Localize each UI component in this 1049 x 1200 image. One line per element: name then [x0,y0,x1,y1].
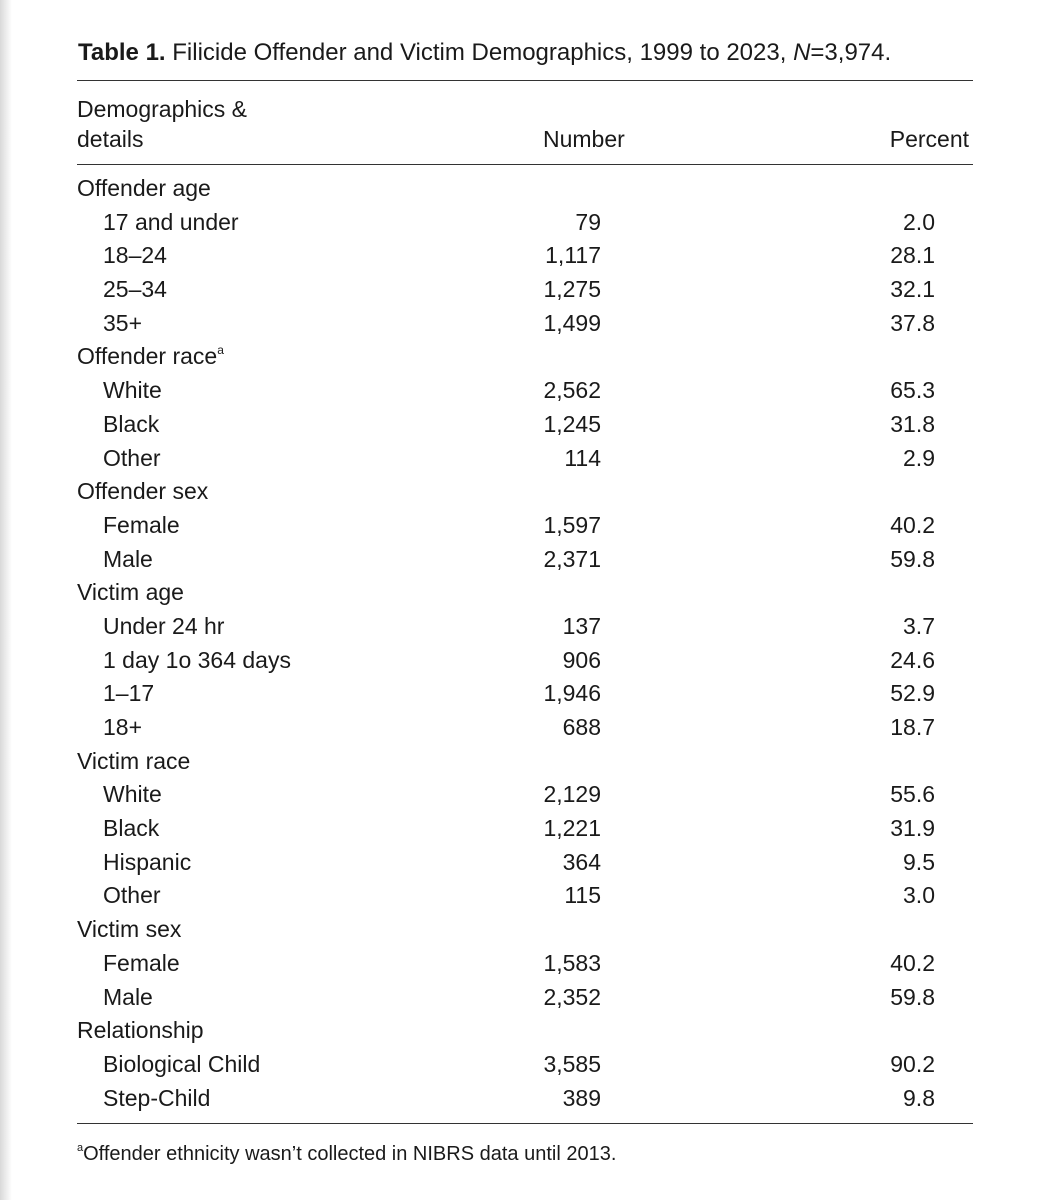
row-label-text: Victim race [77,747,191,774]
row-label-text: Offender race [77,343,218,370]
table-header-rule [77,164,973,165]
row-label-text: Under 24 hr [103,612,225,639]
percent-cell: 59.8 [890,983,935,1010]
table-row [77,543,973,577]
number-cell: 3,585 [543,1050,601,1077]
row-label [103,374,162,408]
group-label [77,172,211,206]
row-label-text: Victim sex [77,916,182,943]
table-row [77,947,973,981]
table-row [77,206,973,240]
table-row [77,610,973,644]
table-row [77,273,973,307]
table-footnote [77,1141,616,1167]
group-label [77,745,190,779]
row-label [103,778,162,812]
row-label-text: Offender age [77,175,211,201]
row-label [103,543,153,577]
row-label [103,644,291,678]
table-group-row [77,1014,973,1048]
table-body [77,172,973,1115]
number-cell: 1,499 [543,309,601,336]
table-group-row [77,340,973,374]
table-row [77,509,973,543]
row-label [103,947,180,981]
number-cell: 2,371 [543,545,601,572]
row-label-text: 18+ [103,714,143,740]
percent-cell: 31.9 [890,815,935,842]
table-group-row [77,475,973,509]
row-label-text: Relationship [77,1017,204,1044]
row-label-text: Victim age [77,579,184,606]
row-label-text: Biological Child [103,1050,261,1077]
table-group-row [77,745,973,779]
table-group-row [77,576,973,610]
row-label-text: White [103,781,162,808]
number-cell: 1,221 [543,815,601,842]
percent-cell: 90.2 [890,1050,935,1077]
row-label-text: Black [103,410,160,437]
row-label-text: 17 and under [103,208,239,235]
header-number: Number [543,126,625,152]
table-row [77,1082,973,1116]
percent-cell: 59.8 [890,545,935,572]
percent-cell: 9.5 [903,848,935,875]
row-label-text: Female [103,949,180,976]
row-label-text: Hispanic [103,848,192,875]
number-cell: 688 [562,714,601,740]
row-label-text: Female [103,511,180,538]
number-cell: 2,352 [543,983,601,1010]
percent-cell: 37.8 [890,309,935,336]
group-label [77,576,184,610]
table-row [77,644,973,678]
row-label [103,711,142,745]
page-edge-shadow [0,0,12,1200]
row-label [103,677,154,711]
percent-cell: 3.7 [903,612,935,639]
row-label-text: 18–24 [103,242,167,269]
number-cell: 1,245 [543,410,601,437]
row-label [103,442,161,476]
row-label [103,879,161,913]
row-label-text: 35+ [103,309,143,336]
row-label-text: 1–17 [103,680,155,707]
number-cell: 1,275 [543,276,601,303]
number-cell: 1,597 [543,511,601,538]
row-label-text: White [103,377,162,404]
table-bottom-rule [77,1123,973,1124]
percent-cell: 40.2 [890,511,935,538]
table-row [77,778,973,812]
number-cell: 906 [562,646,601,673]
row-label [103,273,167,307]
group-label [77,475,208,509]
percent-cell: 65.3 [890,377,935,404]
number-cell: 137 [562,612,601,639]
table-caption-text: Filicide Offender and Victim Demographics, 1999 to 2023, [172,39,787,66]
table-row [77,239,973,273]
table-row [77,981,973,1015]
table-caption [78,38,978,68]
number-cell: 2,129 [543,781,601,808]
percent-cell: 24.6 [890,646,935,673]
row-label [103,206,239,240]
number-cell: 1,946 [543,680,601,707]
row-label [103,307,142,341]
header-demographics [77,94,297,154]
footnote-reference: a [217,343,224,358]
table-caption-n-variable: N [793,39,811,66]
table-row [77,879,973,913]
row-label [103,239,167,273]
percent-cell: 32.1 [890,276,935,303]
header-demographics-line1: Demographics & [77,96,248,122]
table-row [77,1048,973,1082]
row-label [103,408,159,442]
table-row [77,408,973,442]
table-header [77,94,973,158]
table-row [77,846,973,880]
number-cell: 79 [575,208,601,235]
row-label [103,1048,260,1082]
table-row [77,677,973,711]
table-top-rule [77,80,973,81]
row-label-text: 25–34 [103,276,167,303]
header-percent: Percent [889,126,969,152]
percent-cell: 52.9 [890,680,935,707]
percent-cell: 40.2 [890,949,935,976]
table-row [77,307,973,341]
header-demographics-line2: details [77,126,144,152]
row-label-text: 1 day 1o 364 days [103,646,291,673]
row-label [103,846,191,880]
group-label [77,1014,204,1048]
group-label [77,913,181,947]
group-label [77,340,224,374]
number-cell: 1,583 [543,949,601,976]
footnote-text: Offender ethnicity wasn’t collected in NIBRS data until 2013. [83,1143,617,1165]
percent-cell: 55.6 [890,781,935,808]
row-label-text: Black [103,815,160,842]
footnote-marker: a [77,1142,84,1154]
table-row [77,442,973,476]
percent-cell: 31.8 [890,410,935,437]
number-cell: 2,562 [543,377,601,404]
row-label-text: Offender sex [77,478,209,505]
row-label [103,981,153,1015]
row-label-text: Other [103,882,161,909]
table-caption-n-value: =3,974. [810,39,892,66]
number-cell: 364 [562,848,601,875]
row-label-text: Male [103,983,153,1010]
table-group-row [77,913,973,947]
percent-cell: 28.1 [890,242,935,269]
table-group-row [77,172,973,206]
percent-cell: 2.0 [903,208,935,235]
number-cell: 389 [562,1084,601,1111]
row-label [103,509,180,543]
number-cell: 1,117 [545,242,601,269]
table-row [77,711,973,745]
table-row [77,812,973,846]
table-caption-label: Table 1. [78,39,166,66]
percent-cell: 9.8 [903,1084,935,1111]
row-label-text: Other [103,444,161,471]
row-label [103,1082,210,1116]
number-cell: 115 [564,882,601,909]
table-row [77,374,973,408]
percent-cell: 2.9 [903,444,935,471]
number-cell: 114 [564,444,601,471]
percent-cell: 3.0 [903,882,935,909]
row-label-text: Male [103,545,153,572]
row-label [103,812,159,846]
row-label [103,610,224,644]
percent-cell: 18.7 [890,714,935,740]
row-label-text: Step-Child [103,1084,211,1111]
